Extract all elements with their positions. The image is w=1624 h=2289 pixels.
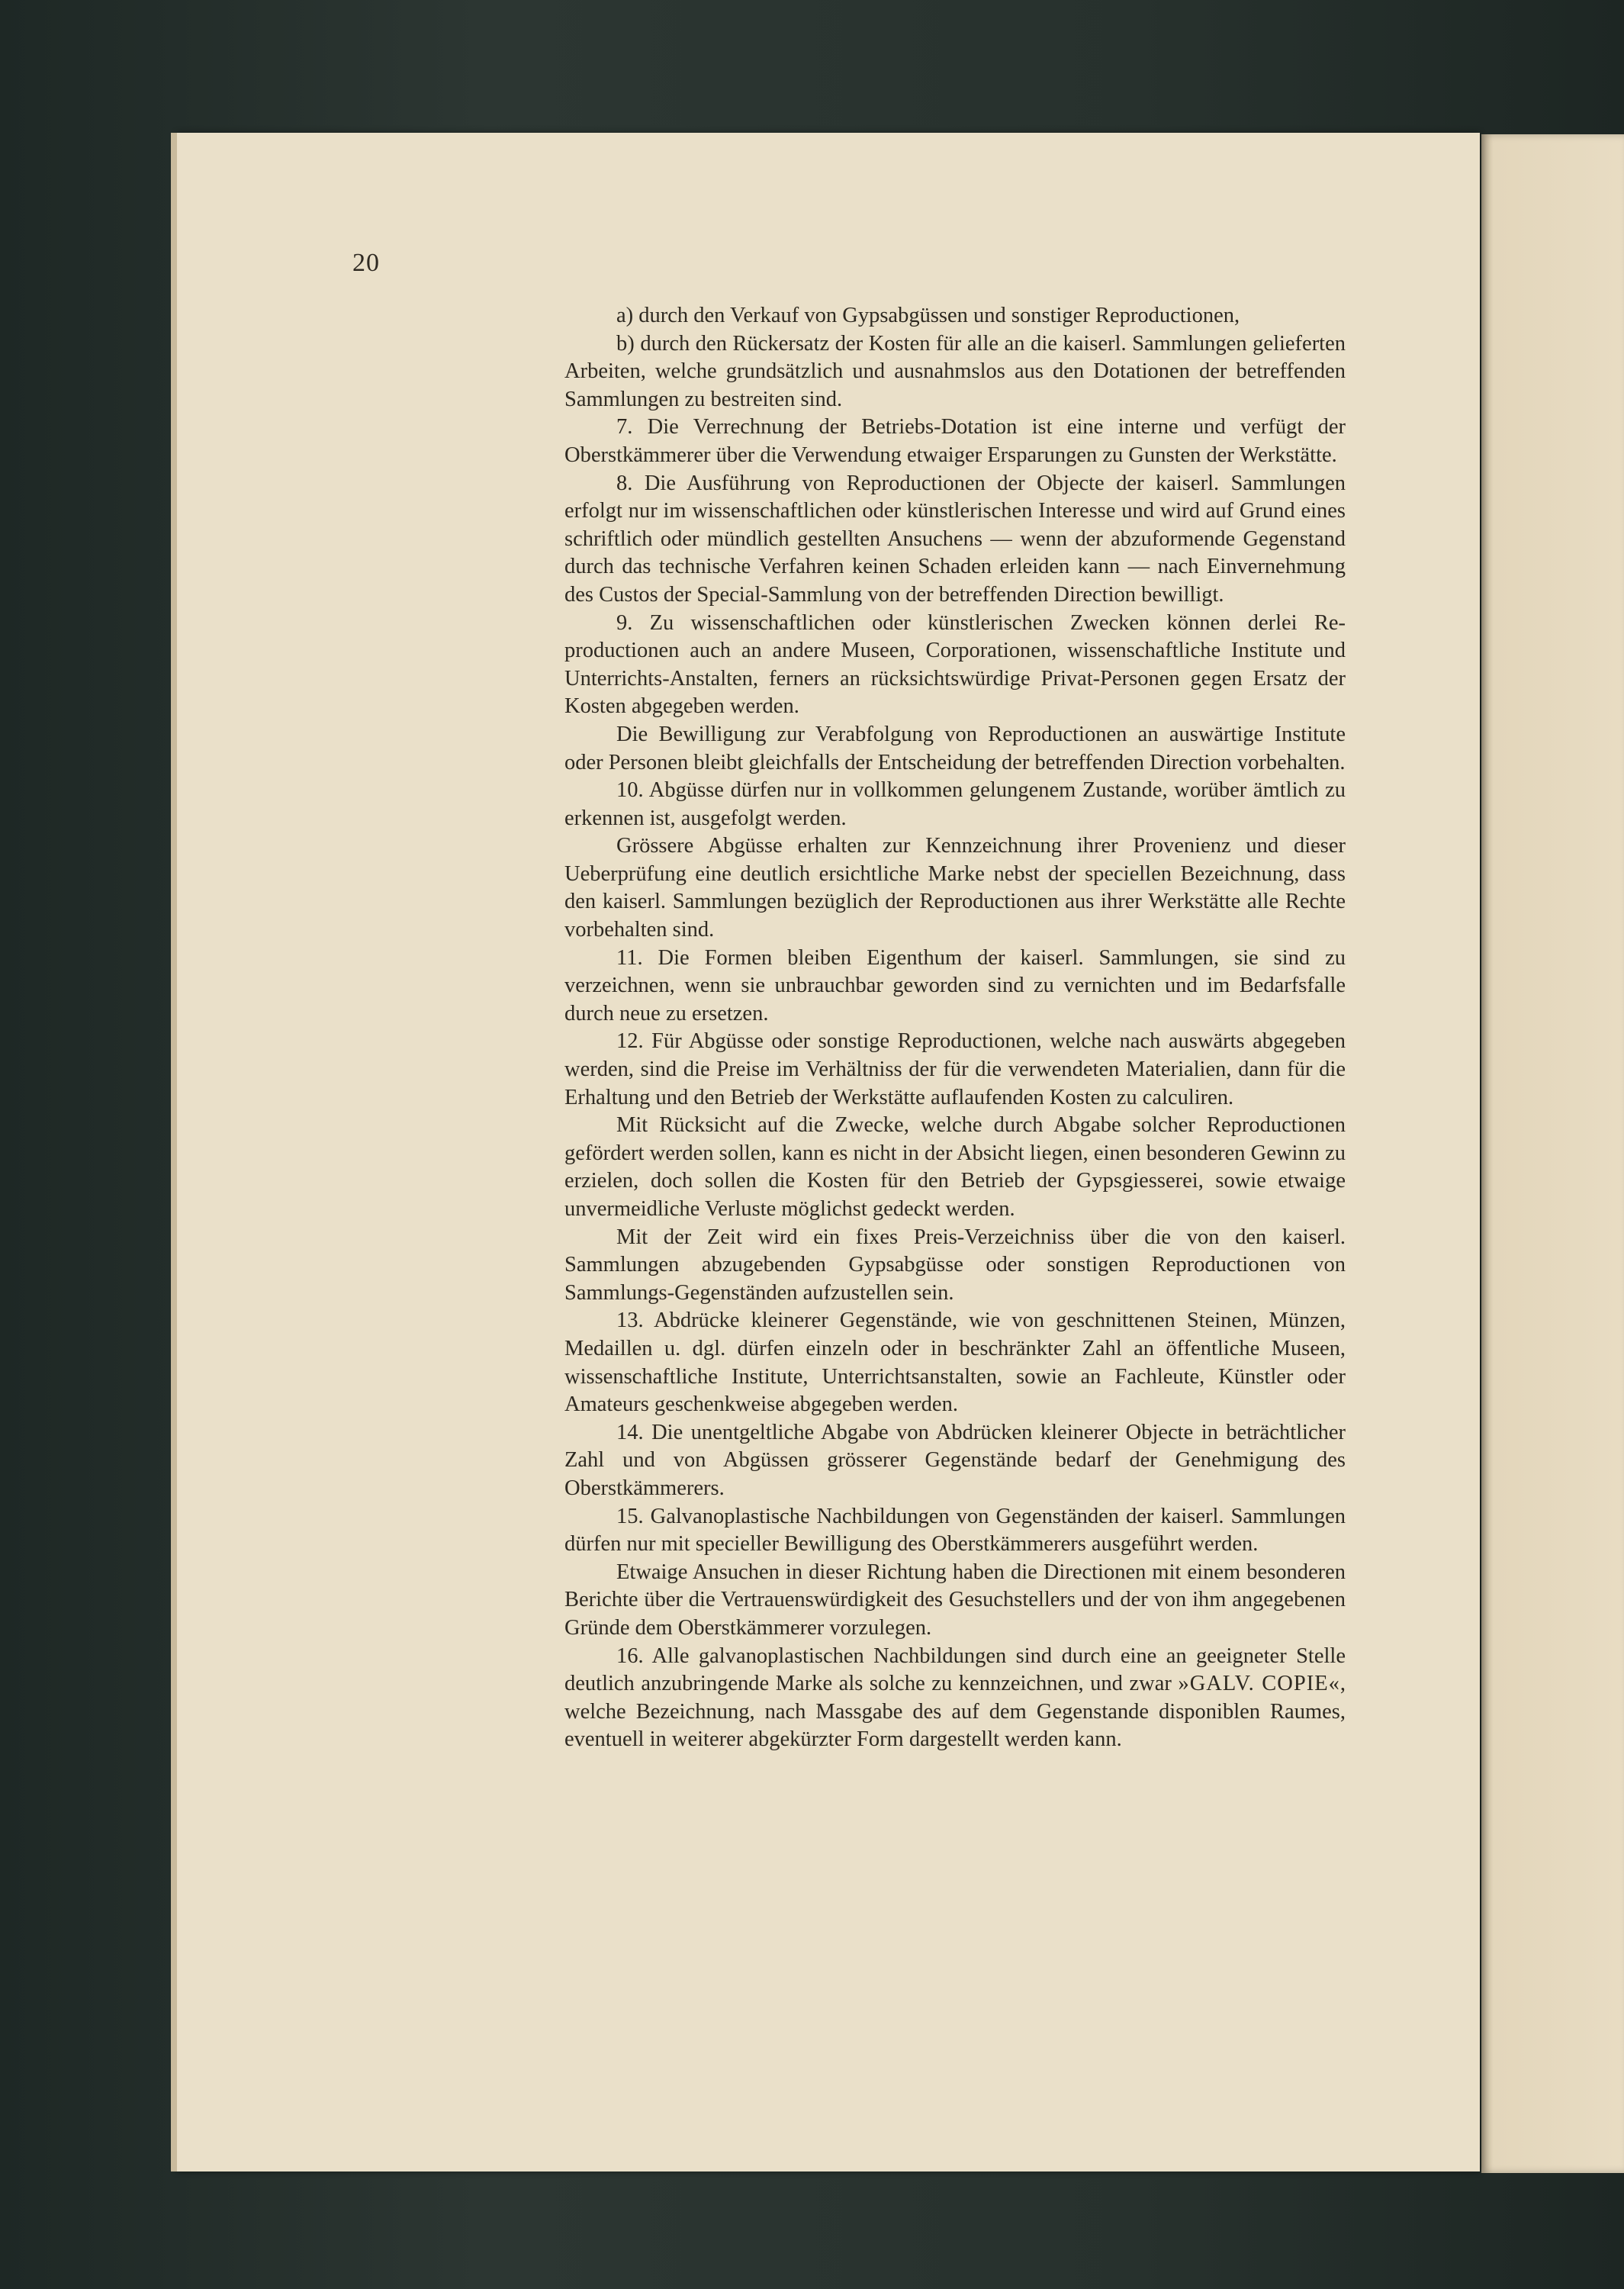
paragraph-11: 11. Die Formen bleiben Eigenthum der kaiserl. Sammlungen, sie sind zu verzeichnen, wenn sie unbrauchbar geworden sind zu vernichten und im Bedarfsfalle durch neue zu ersetzen. <box>564 945 1346 1025</box>
paragraph-9-continued: Die Bewilligung zur Verabfolgung von Reproductionen an auswärtige Institute oder Personen bleibt gleichfalls der Entscheidung der betreffenden Direction vorbehalten. <box>564 722 1346 774</box>
paragraph-13: 13. Abdrücke kleinerer Gegenstände, wie von geschnittenen Steinen, Münzen, Medaillen u. dgl. dürfen einzeln oder in beschränkter Zahl an öffentliche Museen, wissenschaftliche Institute, Unterrichtsanstalten, sowie an Fachleute, Künstler oder Amateurs geschenkweise abgegeben werden. <box>564 1309 1346 1417</box>
page-number: 20 <box>352 249 380 277</box>
paragraph-8: 8. Die Ausführung von Reproductionen der Objecte der kaiserl. Sammlungen erfolgt nur im wissenschaftlichen oder künstlerischen Interesse und wird auf Grund eines schriftlich oder mündlich gestellten Ansuchens — wenn der abzuformende Gegenstand durch das technische Verfahren keinen Schaden erleiden kann — nach Einvernehmung des Custos der Special-Sammlung von der betreffenden Direction bewilligt. <box>564 471 1346 607</box>
galv-copie-mark: »GALV. COPIE« <box>1178 1672 1340 1696</box>
paragraph-10: 10. Abgüsse dürfen nur in vollkommen gelungenem Zustande, worüber ämtlich zu erkennen ist, ausgefolgt werden. <box>564 778 1346 830</box>
paragraph-7: 7. Die Verrechnung der Betriebs-Dotation ist eine interne und verfügt der Oberstkämmerer über die Verwendung etwaiger Ersparungen zu Gunsten der Werkstätte. <box>564 415 1346 467</box>
adjacent-page-edge <box>1481 134 1624 2173</box>
body-text <box>564 302 1346 1754</box>
paragraph-16-end: , welche Bezeichnung, nach Massgabe des auf dem Gegenstande disponiblen Raumes, eventuell in weiterer abgekürzter Form dargestellt werden kann. <box>564 1672 1346 1752</box>
document-page <box>177 133 1480 2171</box>
paragraph-a: a) durch den Verkauf von Gypsabgüssen und sonstiger Reproductionen, <box>616 304 1240 327</box>
paragraph-16-start: 16. Alle galvanoplastischen Nachbildungen sind durch eine an geeigneter Stelle deutlich anzubringende Marke als solche zu kennzeichnen, und zwar <box>564 1644 1346 1696</box>
paragraph-12-continued-a: Mit Rücksicht auf die Zwecke, welche durch Abgabe solcher Reproductionen gefördert werden sollen, kann es nicht in der Absicht liegen, einen besonderen Gewinn zu erzielen, doch sollen die Kosten für den Betrieb der Gypsgiesserei, sowie etwaige unvermeidliche Verluste möglichst gedeckt werden. <box>564 1113 1346 1221</box>
paragraph-16 <box>564 1643 1346 1754</box>
paragraph-12-continued-b: Mit der Zeit wird ein fixes Preis-Verzeichniss über die von den kaiserl. Sammlungen abzugebenden Gypsabgüsse oder sonstigen Reproductionen von Sammlungs-Gegenständen aufzustellen sein. <box>564 1225 1346 1305</box>
paragraph-12: 12. Für Abgüsse oder sonstige Reproductionen, welche nach auswärts abgegeben werden, sind die Preise im Verhältniss der für die verwendeten Materialien, dann für die Erhaltung und den Betrieb der Werkstätte auflaufenden Kosten zu calculiren. <box>564 1029 1346 1109</box>
paragraph-b: b) durch den Rückersatz der Kosten für alle an die kaiserl. Sammlungen gelieferten Arbeiten, welche grundsätzlich und ausnahmslos aus den Dotationen der betreffenden Sammlungen zu bestreiten sind. <box>564 331 1346 411</box>
paragraph-15: 15. Galvanoplastische Nachbildungen von Gegenständen der kaiserl. Sammlungen dürfen nur mit specieller Bewilligung des Oberstkämmerers ausgeführt werden. <box>564 1504 1346 1557</box>
paragraph-14: 14. Die unentgeltliche Abgabe von Abdrücken kleinerer Objecte in beträchtlicher Zahl und von Abgüssen grösserer Gegenstände bedarf der Genehmigung des Oberstkämmerers. <box>564 1420 1346 1500</box>
paragraph-9: 9. Zu wissenschaftlichen oder künstlerischen Zwecken können derlei Reproductionen auch an andere Museen, Corporationen, wissenschaftliche Institute und Unterrichts-Anstalten, ferners an rücksichtswürdige Privat-Personen gegen Ersatz der Kosten abgegeben werden. <box>564 610 1346 719</box>
paragraph-10-continued: Grössere Abgüsse erhalten zur Kennzeichnung ihrer Provenienz und dieser Ueberprüfung eine deutlich ersichtliche Marke nebst der speciellen Bezeichnung, dass den kaiserl. Sammlungen bezüglich der Reproductionen aus ihrer Werkstätte alle Rechte vorbehalten sind. <box>564 834 1346 942</box>
paragraph-15-continued: Etwaige Ansuchen in dieser Richtung haben die Directionen mit einem besonderen Berichte über die Vertrauenswürdigkeit des Gesuchstellers und der von ihm angegebenen Gründe dem Oberstkämmerer vorzulegen. <box>564 1560 1346 1640</box>
